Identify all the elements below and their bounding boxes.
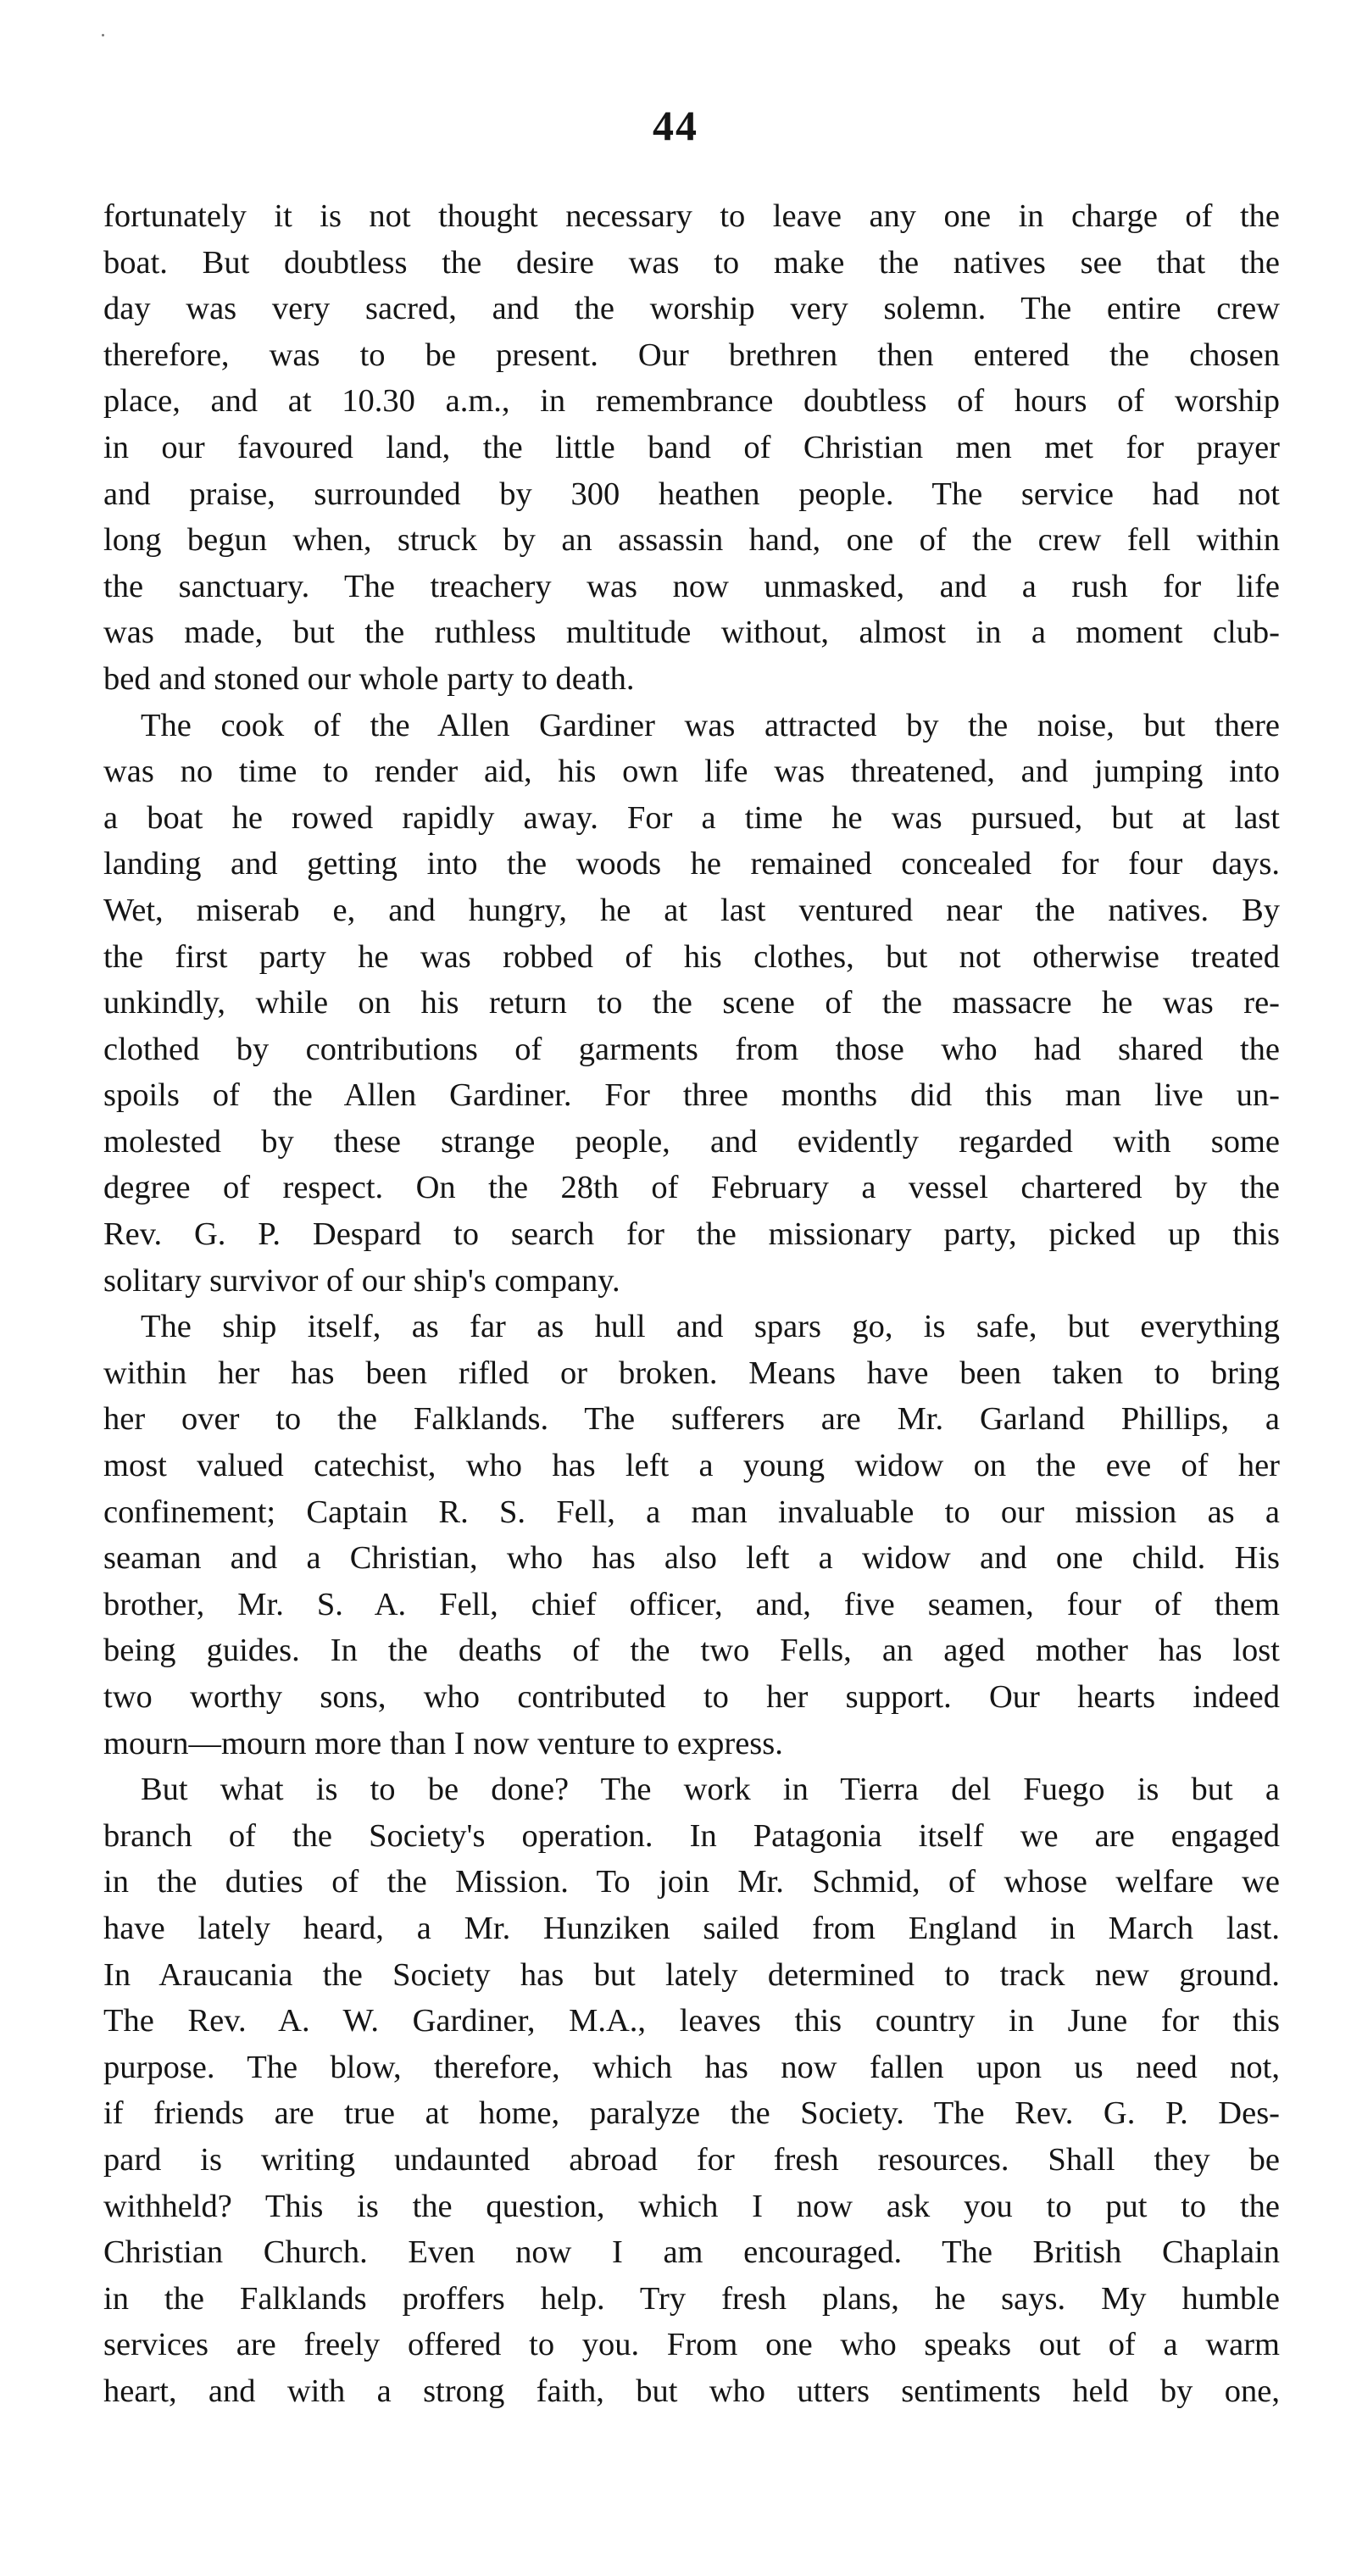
text-line: a boat he rowed rapidly away. For a time he was pursued, but at last bbox=[103, 799, 1280, 836]
text-line: if friends are true at home, paralyze the Society. The Rev. G. P. Des- bbox=[103, 2095, 1280, 2132]
text-line: Rev. G. P. Despard to search for the missionary party, picked up this bbox=[103, 1216, 1280, 1253]
text-line: purpose. The blow, therefore, which has now fallen upon us need not, bbox=[103, 2049, 1280, 2085]
text-line: long begun when, struck by an assassin hand, one of the crew fell within bbox=[103, 522, 1280, 559]
text-line: But what is to be done? The work in Tierra del Fuego is but a bbox=[141, 1772, 1280, 1808]
text-line: services are freely offered to you. From one who speaks out of a warm bbox=[103, 2327, 1280, 2363]
text-line: two worthy sons, who contributed to her support. Our hearts indeed bbox=[103, 1679, 1280, 1715]
text-line: withheld? This is the question, which I now ask you to put to the bbox=[103, 2188, 1280, 2224]
text-line: day was very sacred, and the worship very solemn. The entire crew bbox=[103, 291, 1280, 327]
text-line: her over to the Falklands. The sufferers are Mr. Garland Phillips, a bbox=[103, 1401, 1280, 1438]
text-line: Christian Church. Even now I am encouraged. The British Chaplain bbox=[103, 2234, 1280, 2271]
text-line: The ship itself, as far as hull and spars go, is safe, but everything bbox=[141, 1309, 1280, 1345]
text-line: unkindly, while on his return to the scene of the massacre he was re- bbox=[103, 985, 1280, 1021]
text-line: have lately heard, a Mr. Hunziken sailed from England in March last. bbox=[103, 1910, 1280, 1946]
text-line: place, and at 10.30 a.m., in remembrance doubtless of hours of worship bbox=[103, 383, 1280, 420]
text-line: mourn—mourn more than I now venture to express. bbox=[103, 1725, 783, 1761]
text-line: in our favoured land, the little band of Christian men met for prayer bbox=[103, 429, 1280, 465]
text-line: molested by these strange people, and evidently regarded with some bbox=[103, 1123, 1280, 1160]
text-line: therefore, was to be present. Our brethren then entered the chosen bbox=[103, 337, 1280, 373]
text-line: clothed by contributions of garments from those who had shared the bbox=[103, 1031, 1280, 1067]
text-line: spoils of the Allen Gardiner. For three months did this man live un- bbox=[103, 1077, 1280, 1114]
text-line: was made, but the ruthless multitude without, almost in a moment club- bbox=[103, 615, 1280, 651]
paper-speck bbox=[102, 34, 104, 36]
text-line: brother, Mr. S. A. Fell, chief officer, and, five seamen, four of them bbox=[103, 1586, 1280, 1622]
text-line: boat. But doubtless the desire was to make the natives see that the bbox=[103, 244, 1280, 281]
text-line: Wet, miserab e, and hungry, he at last ventured near the natives. By bbox=[103, 892, 1280, 928]
text-line: The Rev. A. W. Gardiner, M.A., leaves this country in June for this bbox=[103, 2003, 1280, 2039]
text-line: fortunately it is not thought necessary to leave any one in charge of the bbox=[103, 198, 1280, 234]
text-line: seaman and a Christian, who has also left a widow and one child. His bbox=[103, 1540, 1280, 1577]
text-line: being guides. In the deaths of the two Fells, an aged mother has lost bbox=[103, 1633, 1280, 1669]
text-line: landing and getting into the woods he remained concealed for four days. bbox=[103, 846, 1280, 882]
text-line: the first party he was robbed of his clothes, but not otherwise treated bbox=[103, 938, 1280, 975]
page-number: 44 bbox=[653, 102, 698, 149]
text-line: In Araucania the Society has but lately determined to track new ground. bbox=[103, 1956, 1280, 1993]
text-line: solitary survivor of our ship's company. bbox=[103, 1262, 620, 1299]
text-line: heart, and with a strong faith, but who utters sentiments held by one, bbox=[103, 2373, 1280, 2409]
text-line: degree of respect. On the 28th of February a vessel chartered by the bbox=[103, 1170, 1280, 1206]
text-line: and praise, surrounded by 300 heathen people. The service had not bbox=[103, 476, 1280, 512]
text-line: was no time to render aid, his own life was threatened, and jumping into bbox=[103, 754, 1280, 790]
text-line: The cook of the Allen Gardiner was attracted by the noise, but there bbox=[141, 707, 1280, 743]
text-line: pard is writing undaunted abroad for fresh resources. Shall they be bbox=[103, 2141, 1280, 2178]
text-line: most valued catechist, who has left a young widow on the eve of her bbox=[103, 1448, 1280, 1484]
text-line: branch of the Society's operation. In Patagonia itself we are engaged bbox=[103, 1817, 1280, 1854]
text-line: in the Falklands proffers help. Try fresh plans, he says. My humble bbox=[103, 2280, 1280, 2317]
text-line: the sanctuary. The treachery was now unmasked, and a rush for life bbox=[103, 568, 1280, 604]
text-line: bed and stoned our whole party to death. bbox=[103, 660, 635, 697]
body-text bbox=[103, 193, 1280, 2415]
text-line: confinement; Captain R. S. Fell, a man invaluable to our mission as a bbox=[103, 1494, 1280, 1530]
text-line: within her has been rifled or broken. Means have been taken to bring bbox=[103, 1355, 1280, 1391]
text-line: in the duties of the Mission. To join Mr. Schmid, of whose welfare we bbox=[103, 1864, 1280, 1900]
